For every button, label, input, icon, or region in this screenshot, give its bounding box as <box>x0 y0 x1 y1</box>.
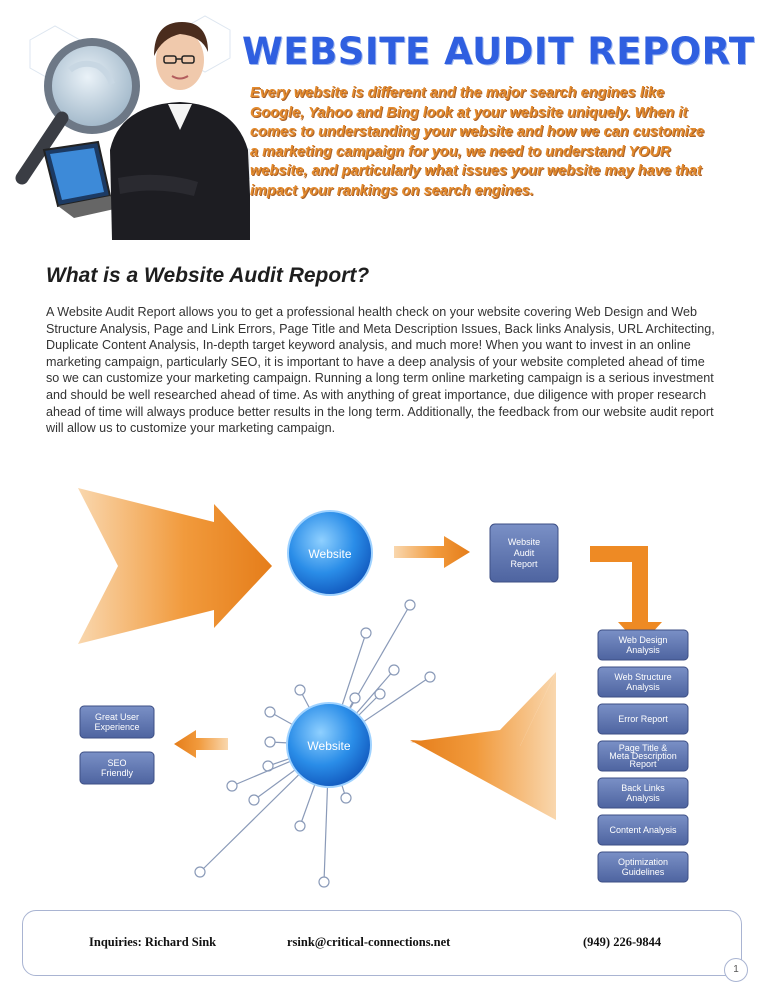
network-node <box>265 737 275 747</box>
network-node <box>295 821 305 831</box>
label-line: Back Links <box>621 783 665 793</box>
audit-item-box <box>598 741 688 771</box>
audit-items-list <box>598 630 688 882</box>
audit-item-box <box>598 815 688 845</box>
label-line: Guidelines <box>621 867 665 877</box>
label-line: Analysis <box>626 645 660 655</box>
page-number-badge: 1 <box>724 958 748 982</box>
label-line: Website <box>507 537 541 547</box>
audit-item-box <box>598 704 688 734</box>
website-label-top: Website <box>308 547 352 561</box>
label-line: Experience <box>94 722 140 732</box>
label-line: Web Structure <box>614 672 672 682</box>
network-node <box>425 672 435 682</box>
audit-item-label <box>618 857 668 877</box>
hero-illustration <box>0 0 250 250</box>
contact-email[interactable]: rsink@critical-connections.net <box>287 935 451 949</box>
audit-item-box <box>598 630 688 660</box>
body-paragraph: A Website Audit Report allows you to get a professional health check on your website covering Web Design and Web Structure Analysis, Page and Link Errors, Page Title and Meta Description Issues, Back links Analysis, URL Architecting, Duplicate Content Analysis, In-depth target keyword analysis, and much more! When you want to invest in an online marketing campaign, particularly SEO, it is important to have a deep analysis of your website completed ahead of time so we can customize your marketing campaign. Running a long term online marketing campaign is a serious investment and should be well researched ahead of time. As with anything of great importance, due diligence with proper research ahead of time will always produce better results in the long term. Additionally, the feedback from our website audit report will allow us to customize your marketing campaign. <box>46 305 715 436</box>
audit-item-box <box>598 852 688 882</box>
label-line: Content Analysis <box>609 825 677 835</box>
network-node <box>227 781 237 791</box>
section-heading: What is a Website Audit Report? <box>46 264 370 287</box>
network-node <box>405 600 415 610</box>
small-right-arrow-icon <box>394 536 470 568</box>
results-list <box>80 706 154 784</box>
small-left-arrow-icon <box>174 730 228 758</box>
label-line: Great User <box>94 712 140 722</box>
network-node <box>265 707 275 717</box>
result-label <box>94 712 139 732</box>
inquiries-contact: Inquiries: Richard Sink <box>89 935 217 949</box>
audit-report-box <box>490 524 558 582</box>
audit-item-label <box>609 825 677 835</box>
label-line: Page Title & <box>618 743 668 753</box>
network-node <box>341 793 351 803</box>
label-line: Friendly <box>100 768 134 778</box>
network-node <box>319 877 329 887</box>
label-line: Optimization <box>617 857 669 867</box>
audit-process-diagram <box>0 480 768 910</box>
audit-item-box <box>598 778 688 808</box>
audit-item-box <box>598 667 688 697</box>
network-node <box>195 867 205 877</box>
businesswoman-avatar <box>110 22 250 240</box>
contact-footer <box>22 910 742 976</box>
network-node <box>249 795 259 805</box>
network-node <box>361 628 371 638</box>
website-node-bottom <box>287 703 371 787</box>
network-node <box>389 665 399 675</box>
audit-item-label <box>621 783 665 803</box>
label-line: Analysis <box>626 793 660 803</box>
intro-paragraph: Every website is different and the major search engines like Google, Yahoo and Bing look at your website uniquely. When it comes to understanding your website and how we can customize a marketing campaign for you, we need to understand YOUR website, and particularly what issues your website may have that impact your rankings on search engines. <box>250 85 705 199</box>
label-line: Web Design <box>618 635 668 645</box>
network-node <box>350 693 360 703</box>
network-node <box>375 689 385 699</box>
website-node-top <box>288 511 372 595</box>
audit-item-label <box>618 714 668 724</box>
label-line: Report <box>510 559 538 569</box>
large-right-arrow-icon <box>78 488 272 644</box>
label-line: SEO <box>107 758 127 768</box>
label-line: Audit <box>513 548 535 558</box>
report-title: WEBSITE AUDIT REPORT <box>242 30 755 73</box>
label-line: Report <box>629 759 657 769</box>
contact-phone[interactable]: (949) 226-9844 <box>583 935 662 949</box>
label-line: Error Report <box>618 714 668 724</box>
website-label-bottom: Website <box>307 739 351 753</box>
result-box <box>80 706 154 738</box>
label-line: Analysis <box>626 682 660 692</box>
label-line: Meta Description <box>609 751 677 761</box>
network-node <box>295 685 305 695</box>
result-box <box>80 752 154 784</box>
